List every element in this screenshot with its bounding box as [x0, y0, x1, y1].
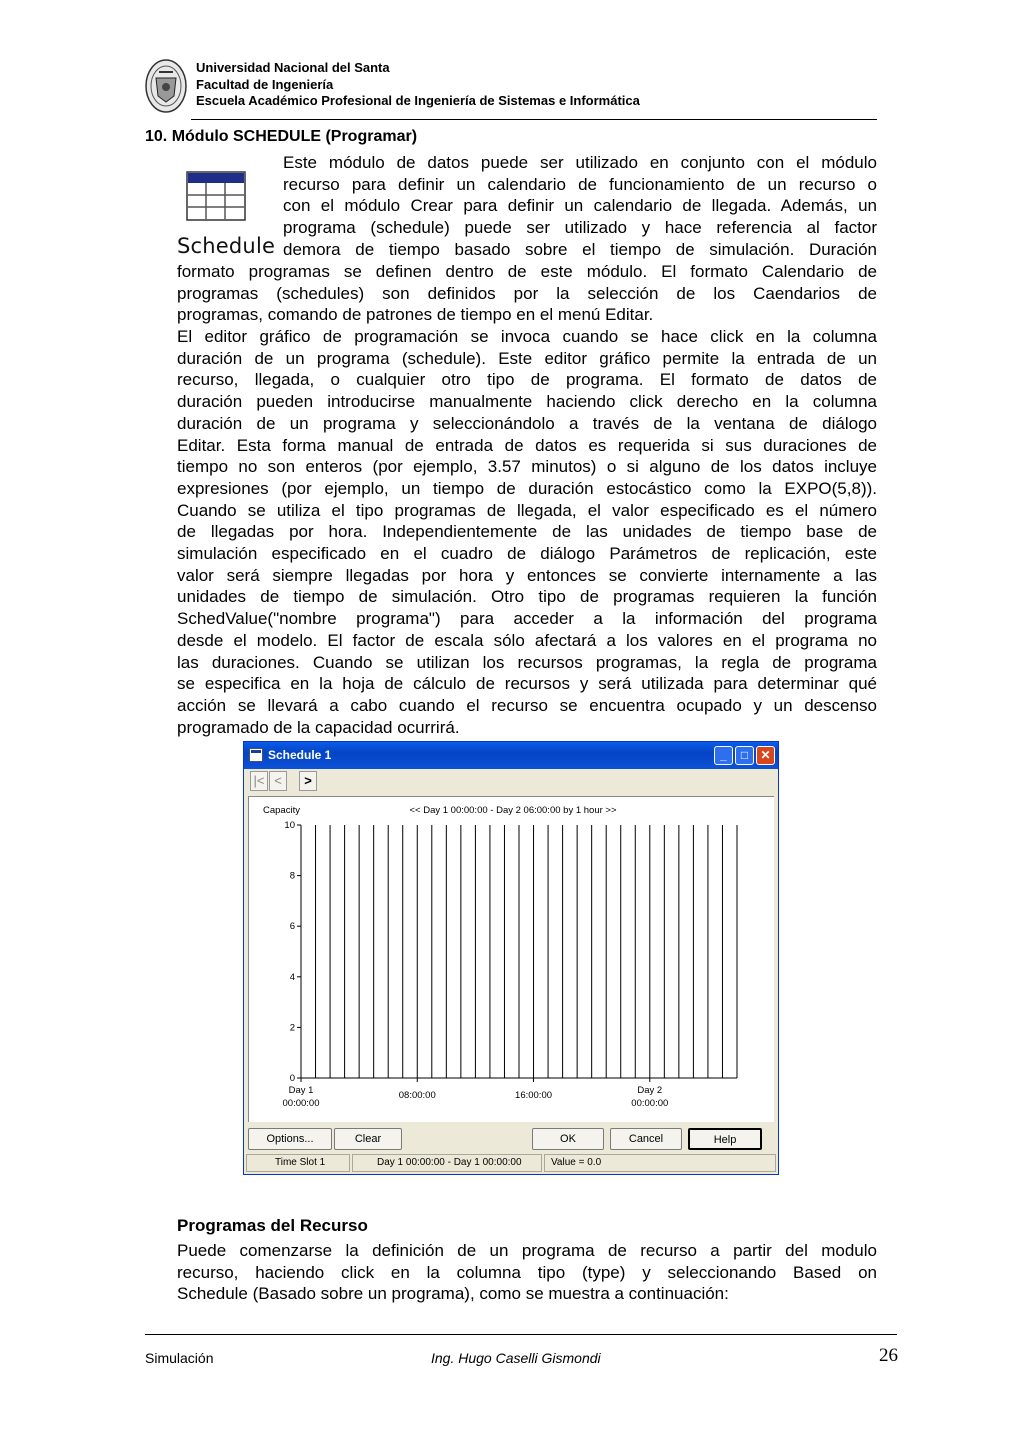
window-title: Schedule 1	[268, 748, 332, 762]
help-button[interactable]: Help	[688, 1128, 762, 1150]
header-university: Universidad Nacional del Santa	[196, 60, 390, 75]
text-line: demora de tiempo basado sobre el tiempo de simulación. Duración	[283, 239, 877, 259]
schedule-window	[243, 741, 779, 1175]
text-line: duración de un programa (schedule). Este editor gráfico permite la entrada de un	[177, 348, 877, 368]
options-button[interactable]: Options...	[248, 1128, 332, 1150]
text-line: recurso, haciendo click en la columna tipo (type) y seleccionando Based on	[177, 1262, 877, 1282]
text-line: valor será siempre llegadas por hora y entonces se convierte internamente a las	[177, 565, 877, 585]
text-line: tiempo no son enteros (por ejemplo, 3.57 minutos) o si alguno de los datos incluye	[177, 457, 877, 477]
app-icon	[249, 748, 263, 762]
chart-ylabel: Capacity	[263, 805, 300, 816]
subsection-paragraph	[177, 1240, 877, 1305]
x-tick-label: Day 2	[637, 1085, 663, 1096]
page-number: 26	[879, 1345, 898, 1366]
status-bar	[244, 1153, 778, 1174]
x-tick-label: 16:00:00	[515, 1090, 553, 1101]
text-line: programas (schedules) son definidos por la selección de los Caendarios de	[177, 283, 877, 303]
text-line: con el módulo Crear para definir un calendario de llegada. Además, un	[283, 196, 877, 216]
y-tick-label: 6	[289, 921, 295, 933]
dialog-button-row	[244, 1126, 778, 1154]
header-faculty: Facultad de Ingeniería	[196, 76, 334, 92]
header-school: Escuela Académico Profesional de Ingeniería de Sistemas e Informática	[196, 93, 640, 108]
header-block	[196, 60, 640, 110]
status-range: Day 1 00:00:00 - Day 1 00:00:00	[352, 1154, 542, 1172]
maximize-button[interactable]: □	[735, 746, 754, 765]
continuation-paragraph	[177, 261, 877, 326]
chart-title: << Day 1 00:00:00 - Day 2 06:00:00 by 1 hour >>	[409, 805, 617, 816]
y-tick-label: 2	[289, 1022, 295, 1034]
text-line: Editar. Esta forma manual de entrada de datos es requerida si sus duraciones de	[177, 435, 877, 455]
minimize-button[interactable]: _	[714, 746, 733, 765]
footer-divider	[145, 1334, 897, 1335]
text-line: expresiones (por ejemplo, un tiempo de duración estocástico como la EXPO(5,8)).	[177, 478, 877, 498]
status-value: Value = 0.0	[544, 1154, 776, 1172]
navigation-toolbar	[246, 770, 776, 794]
text-line: Este módulo de datos puede ser utilizado en conjunto con el módulo	[283, 153, 877, 172]
next-page-button[interactable]: >	[299, 771, 317, 791]
subsection-title: Programas del Recurso	[177, 1216, 368, 1235]
first-page-button[interactable]: |<	[250, 771, 268, 791]
text-line: El editor gráfico de programación se invoca cuando se hace click en la columna	[177, 327, 877, 346]
intro-paragraph	[283, 152, 877, 261]
text-line: desde el modelo. El factor de escala sólo afectará a los valores en el programa no	[177, 630, 877, 650]
footer-course: Simulación	[145, 1350, 214, 1366]
text-line: programado de la capacidad ocurrirá.	[177, 717, 460, 737]
section-title: 10. Módulo SCHEDULE (Programar)	[145, 128, 418, 145]
y-tick-label: 10	[284, 820, 295, 831]
text-line: Schedule (Basado sobre un programa), como se muestra a continuación:	[177, 1284, 729, 1304]
text-line: Cuando se utiliza el tipo programas de llegada, el valor especificado es el número	[177, 500, 877, 520]
text-line: duración de un programa y seleccionándolo a través de la ventana de diálogo	[177, 413, 877, 433]
y-tick-label: 0	[289, 1073, 295, 1084]
window-titlebar[interactable]	[244, 742, 778, 769]
status-time-slot: Time Slot 1	[246, 1154, 350, 1172]
x-tick-label: 00:00:00	[282, 1098, 320, 1109]
text-line: formato programas se definen dentro de este módulo. El formato Calendario de	[177, 262, 877, 281]
text-line: Puede comenzarse la definición de un programa de recurso a partir del modulo	[177, 1241, 877, 1260]
text-line: SchedValue("nombre programa") para acceder a la información del programa	[177, 609, 877, 629]
header-divider	[191, 119, 877, 120]
clear-button[interactable]: Clear	[334, 1128, 402, 1150]
text-line: programas, comando de patrones de tiempo en el menú Editar.	[177, 305, 654, 325]
text-line: de llegadas por hora. Independientemente de las unidades de tiempo base de	[177, 522, 877, 542]
footer-author: Ing. Hugo Caselli Gismondi	[431, 1350, 601, 1366]
cancel-button[interactable]: Cancel	[610, 1128, 682, 1150]
y-tick-label: 4	[289, 971, 295, 983]
text-line: recurso para definir un calendario de funcionamiento de un recurso o	[283, 174, 877, 194]
text-line: programa (schedule) puede ser utilizado y hace referencia al factor	[283, 218, 877, 238]
text-line: se especifica en la hoja de cálculo de recursos y será utilizada para determinar qué	[177, 674, 877, 694]
ok-button[interactable]: OK	[532, 1128, 604, 1150]
x-tick-label: Day 1	[288, 1085, 314, 1096]
university-seal-logo	[145, 58, 187, 114]
text-line: recurso, llegada, o cualquier otro tipo de programa. El formato de datos de	[177, 370, 877, 390]
text-line: acción se llevará a cabo cuando el recurso se encuentra ocupado y un descenso	[177, 695, 877, 715]
text-line: las duraciones. Cuando se utilizan los recursos programas, la regla de programa	[177, 652, 877, 672]
x-tick-label: 00:00:00	[631, 1098, 669, 1109]
editor-paragraph	[177, 326, 877, 738]
schedule-plot[interactable]	[248, 796, 774, 1122]
previous-page-button[interactable]: <	[269, 771, 287, 791]
close-button[interactable]: ✕	[756, 746, 775, 765]
y-tick-label: 8	[289, 870, 295, 882]
x-tick-label: 08:00:00	[398, 1090, 436, 1101]
schedule-chart[interactable]	[249, 797, 775, 1123]
schedule-module-label: Schedule	[177, 234, 276, 258]
text-line: simulación especificado en el cuadro de diálogo Parámetros de replicación, este	[177, 544, 877, 564]
text-line: unidades de tiempo de simulación. Otro tipo de programas requieren la función	[177, 587, 877, 607]
text-line: duración pueden introducirse manualmente haciendo click derecho en la columna	[177, 392, 877, 412]
